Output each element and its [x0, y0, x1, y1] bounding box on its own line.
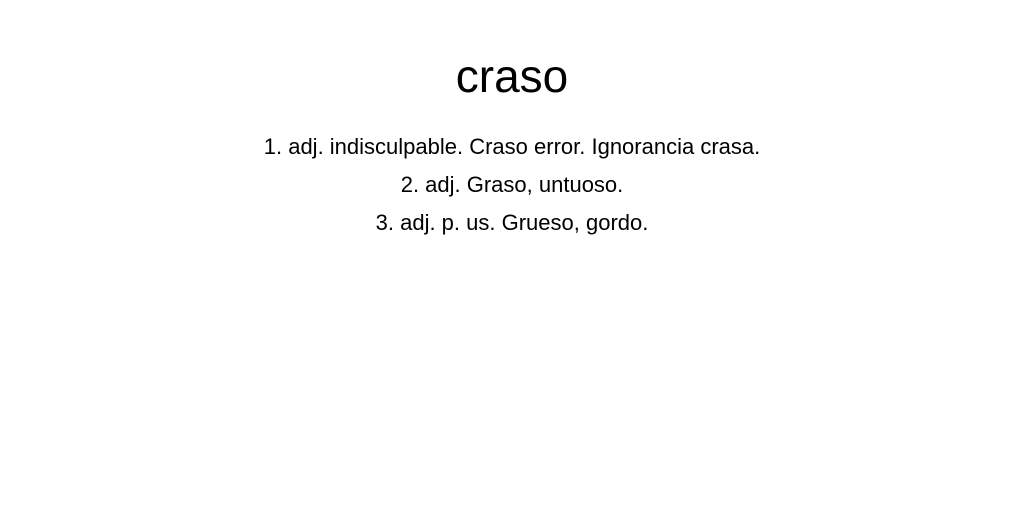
definition-item: 1. adj. indisculpable. Craso error. Ignorancia crasa. — [263, 134, 761, 159]
definition-list — [0, 128, 1024, 242]
dictionary-entry — [0, 0, 1024, 242]
definition-item: 2. adj. Graso, untuoso. — [400, 172, 624, 197]
definition-item: 3. adj. p. us. Grueso, gordo. — [375, 210, 649, 235]
headword: craso — [455, 50, 569, 102]
